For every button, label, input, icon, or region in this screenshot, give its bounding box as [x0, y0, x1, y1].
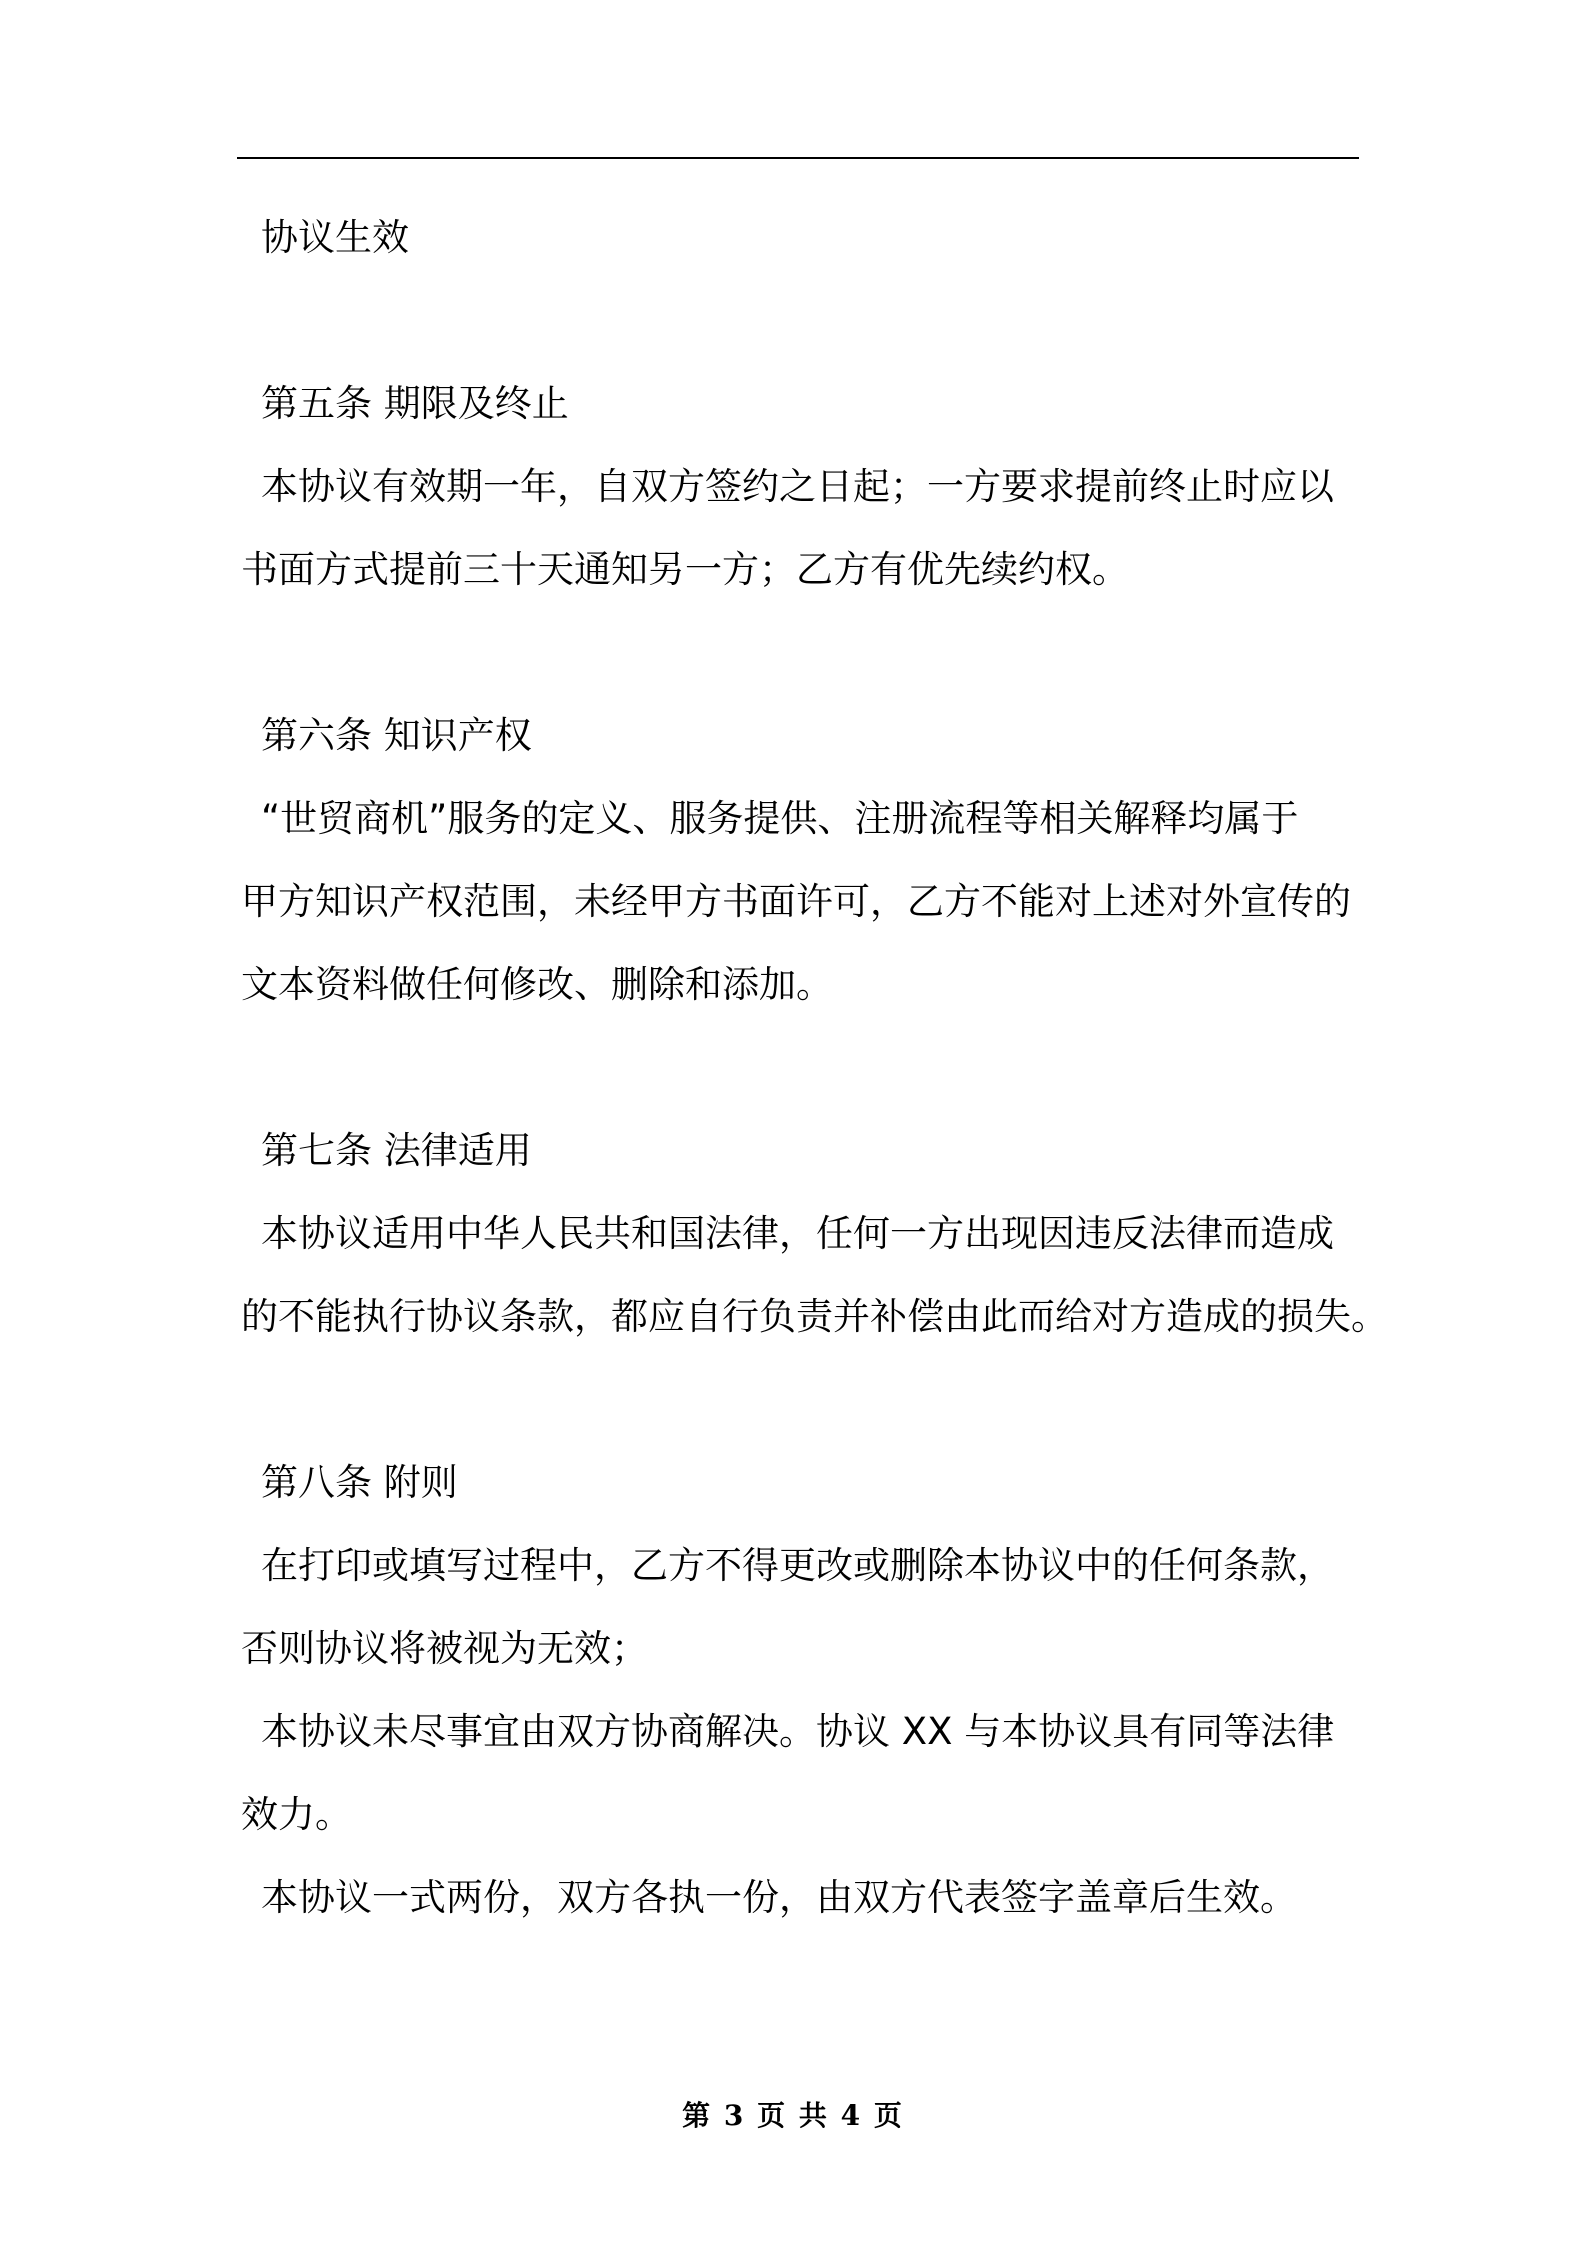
- article-6-text-line-1: “世贸商机”服务的定义、服务提供、注册流程等相关解释均属于: [261, 797, 1299, 840]
- article-6-text-line-3: 文本资料做任何修改、删除和添加。: [241, 963, 833, 1006]
- article-8-text-line-3: 本协议未尽事宜由双方协商解决。协议 XX 与本协议具有同等法律: [261, 1710, 1335, 1753]
- article-7-text-line-1: 本协议适用中华人民共和国法律，任何一方出现因违反法律而造成: [261, 1212, 1334, 1255]
- article-5-text-line-2: 书面方式提前三十天通知另一方；乙方有优先续约权。: [241, 548, 1129, 591]
- article-8-text-line-1: 在打印或填写过程中，乙方不得更改或删除本协议中的任何条款，: [261, 1544, 1334, 1587]
- article-5-text-line-1: 本协议有效期一年，自双方签约之日起；一方要求提前终止时应以: [261, 465, 1334, 508]
- article-6-heading: 第六条 知识产权: [261, 714, 532, 757]
- article-7-text-line-2: 的不能执行协议条款，都应自行负责并补偿由此而给对方造成的损失。: [241, 1295, 1388, 1338]
- article-8-text-line-4: 效力。: [241, 1793, 352, 1836]
- paragraph-gap: [241, 279, 1381, 362]
- paragraph-clause-effective: 协议生效: [261, 216, 409, 259]
- page-number-footer: 第 3 页 共 4 页: [682, 2099, 904, 2132]
- article-8-heading: 第八条 附则: [261, 1461, 458, 1504]
- article-8-text-line-2: 否则协议将被视为无效；: [241, 1627, 648, 1670]
- header-rule: [237, 157, 1359, 159]
- article-6-text-line-2: 甲方知识产权范围，未经甲方书面许可，乙方不能对上述对外宣传的: [241, 880, 1351, 923]
- paragraph-gap: [241, 611, 1381, 694]
- paragraph-gap: [241, 1026, 1381, 1109]
- article-8-text-line-5: 本协议一式两份，双方各执一份，由双方代表签字盖章后生效。: [261, 1876, 1297, 1919]
- document-body: [241, 196, 1388, 1939]
- article-5-heading: 第五条 期限及终止: [261, 382, 569, 425]
- paragraph-gap: [241, 1358, 1381, 1441]
- article-7-heading: 第七条 法律适用: [261, 1129, 532, 1172]
